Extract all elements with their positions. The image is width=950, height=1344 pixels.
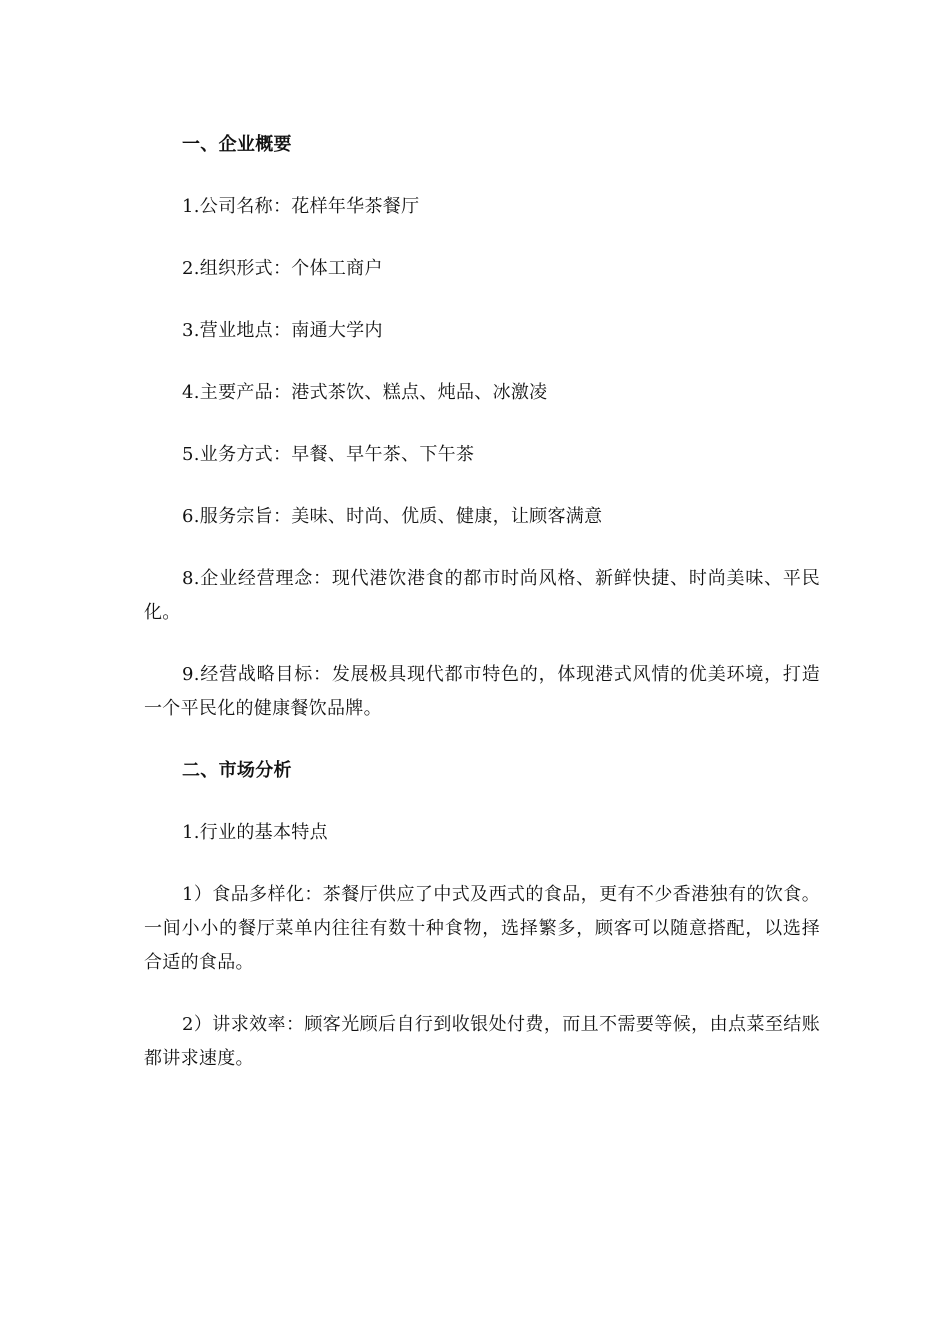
item-business-philosophy: 8.企业经营理念：现代港饮港食的都市时尚风格、新鲜快捷、时尚美味、平民化。 xyxy=(144,568,820,623)
item-service-purpose: 6.服务宗旨：美味、时尚、优质、健康，让顾客满意 xyxy=(182,506,603,527)
section-heading-overview: 一、企业概要 xyxy=(182,134,292,155)
item-food-diversity: 1）食品多样化：茶餐厅供应了中式及西式的食品，更有不少香港独有的饮食。一间小小的餐厅菜单内往往有数十种食物，选择繁多，顾客可以随意搭配，以选择合适的食品。 xyxy=(144,884,820,973)
item-main-products: 4.主要产品：港式茶饮、糕点、炖品、冰激凌 xyxy=(182,382,548,403)
document-body xyxy=(144,128,820,1104)
item-organization-form: 2.组织形式：个体工商户 xyxy=(182,258,383,279)
item-strategic-goal: 9.经营战略目标：发展极具现代都市特色的，体现港式风情的优美环境，打造一个平民化的健康餐饮品牌。 xyxy=(144,664,820,719)
item-industry-features: 1.行业的基本特点 xyxy=(182,822,328,843)
item-company-name: 1.公司名称：花样年华茶餐厅 xyxy=(182,196,420,217)
item-business-mode: 5.业务方式：早餐、早午茶、下午茶 xyxy=(182,444,475,465)
section-heading-market-analysis: 二、市场分析 xyxy=(182,760,292,781)
item-business-location: 3.营业地点：南通大学内 xyxy=(182,320,383,341)
item-efficiency: 2）讲求效率：顾客光顾后自行到收银处付费，而且不需要等候，由点菜至结账都讲求速度。 xyxy=(144,1014,820,1069)
